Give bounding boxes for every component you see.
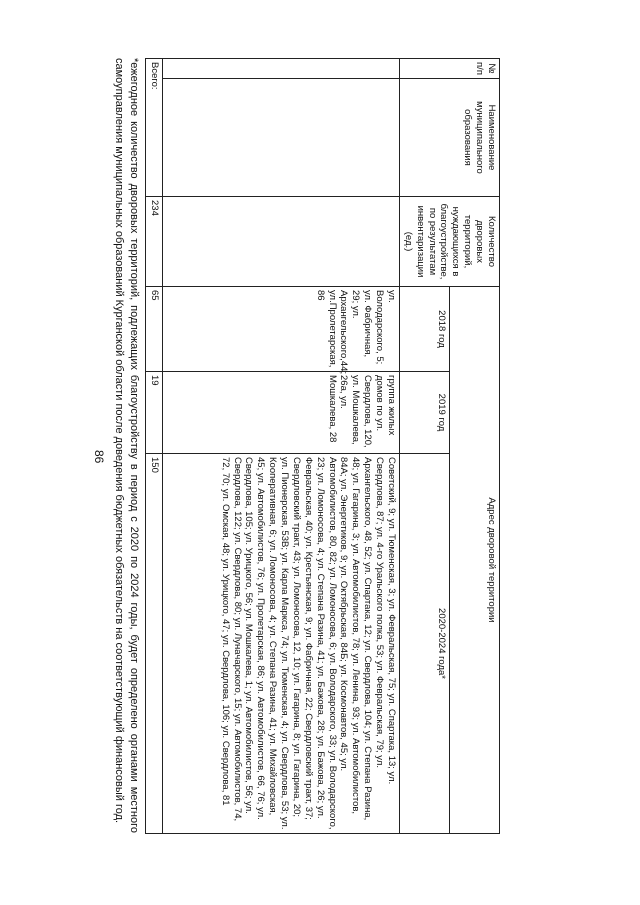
table-header-row [450, 59, 500, 834]
header-no: № п/п [400, 59, 500, 79]
rotated-content [100, 58, 500, 833]
header-count: Количество дворовых территорий, нуждающихся в благоустройстве, по результатам инвентаризации (ед.) [400, 197, 500, 287]
total-count: 234 [146, 197, 163, 287]
footnote: *ежегодное количество дворовых территорий, подлежащих благоустройству в период с 2020 по 2024 годы, будет определено органами местного самоуправления муниципальных образований Курганской области после доведения бюджетных обязательств на соответствующий финансовый год. [113, 58, 141, 833]
total-row [146, 59, 163, 834]
header-municipality: Наименование муниципального образования [400, 79, 500, 197]
header-2019: 2019 год [400, 372, 450, 454]
total-label: Всего: [146, 59, 163, 197]
page-number: 86 [92, 450, 106, 464]
header-2020-2024: 2020-2024 года* [400, 454, 450, 834]
cell-2020-2024: Советский, 9; ул. Тюменская, 3; ул. Февральская, 75; ул. Спартака, 13; ул. Свердлова, 87; ул. 4-го Уральского полка, 53; ул. Февральская, 79; ул. Архангельского, 48, 52; ул. Спартака, 12; ул. Свердлова, 104; ул. Степана Разина, 48; ул. Гагарина, 3; ул. Автомобилистов, 78; ул. Ленина, 93; ул. Автомобилистов, 84А; ул. Энергетиков, 9; ул. Октябрьская, 84Б; ул. Космонавтов, 45; ул. Автомобилистов, 80, 82; ул. Ломоносова, 6; ул. Володарского, 33; ул. Володарского, 23; ул. Ломоносова, 4; ул. Степана Разина, 41; ул. Бажова, 28; ул. Бажова, 26; ул. Февральская, 40; ул. Крестьянская, 9; ул. Фабричная, 22; Свердловский тракт, 37; Свердловский тракт, 43; ул. Ломоносова, 12, 10; ул. Гагарина, 8; ул. Гагарина, 20; ул. Пионерская, 53В; ул. Карла Маркса, 74; ул. Тюменская, 4; ул. Свердлова, 53; ул. Кооперативная, 6; ул. Ломоносова, 4; ул. Степана Разина, 41; ул. Михайловская, 45; ул. Автомобилистов, 76; ул. Пролетарская, 86; ул. Автомобилистов, 66, 76; ул. Свердлова, 105; ул. Урицкого, 56; ул. Мошкалева, 1; ул. Автомобилистов, 56; ул. Свердлова, 122; ул. Свердлова, 80; ул. Луначарского, 15; ул. Автомобилистов, 74, 72, 70; ул. Омская, 48; ул. Урицкого, 47; ул. Свердлова, 106; ул. Свердлова, 81 [163, 454, 400, 834]
table-row [163, 59, 400, 834]
header-2018: 2018 год [400, 287, 450, 372]
cell-no [163, 59, 400, 79]
cell-2019: группа жилых домов по ул. Свердлова, 120, ул. Мошкалева, 26а, ул. Мошкалева, 28 [163, 372, 400, 454]
cell-municipality [163, 79, 400, 197]
total-2020-2024: 150 [146, 454, 163, 834]
courtyard-table [145, 58, 500, 834]
total-2018: 65 [146, 287, 163, 372]
cell-count [163, 197, 400, 287]
cell-2018: ул. Володарского, 5; ул. Фабричная, 29; ул. Архангельского,44; ул.Пролетарская, 86 [163, 287, 400, 372]
header-address-group: Адрес дворовой территории [450, 287, 500, 834]
total-2019: 19 [146, 372, 163, 454]
